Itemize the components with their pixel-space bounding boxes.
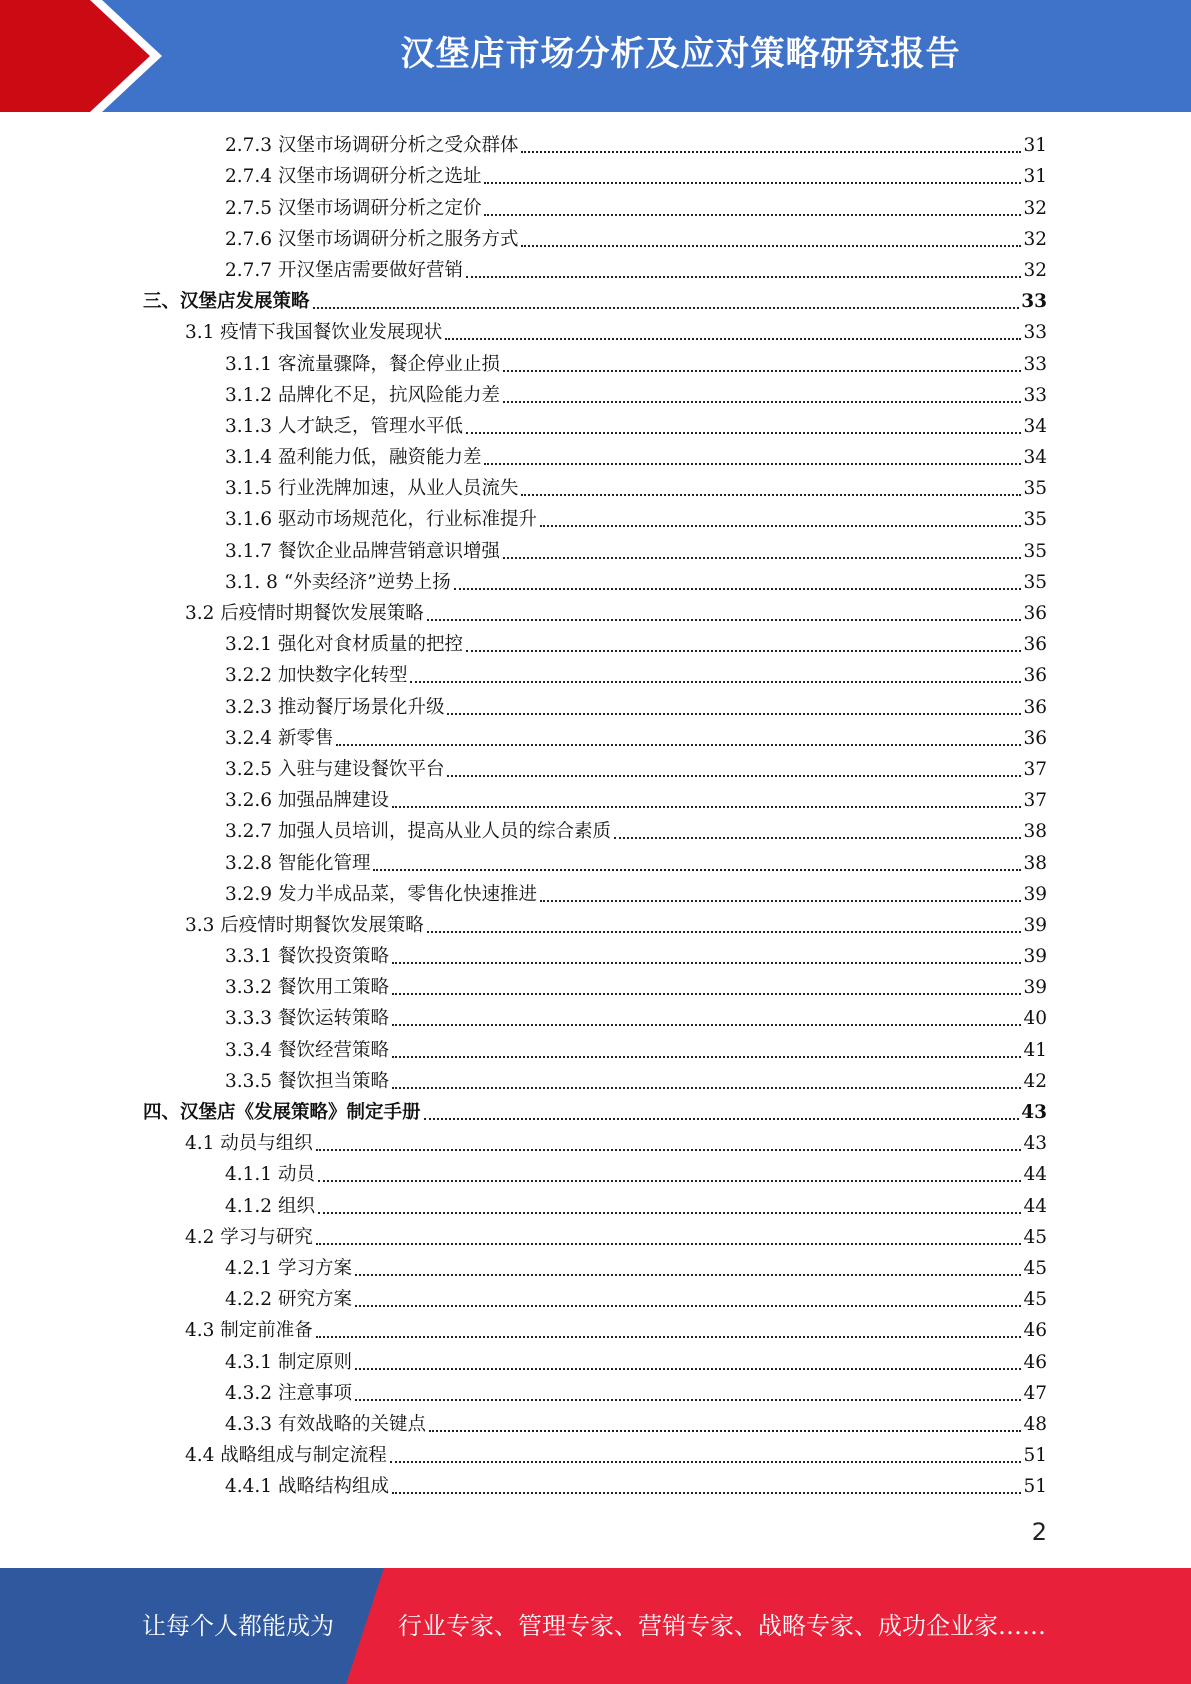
toc-entry[interactable] <box>0 439 1191 470</box>
toc-entry[interactable] <box>0 127 1191 158</box>
toc-dot-leader <box>316 1243 1022 1245</box>
toc-entry-page: 46 <box>1023 1351 1047 1373</box>
toc-entry-label: 3.1.4 盈利能力低，融资能力差 <box>225 447 482 469</box>
toc-entry-page: 34 <box>1023 447 1047 469</box>
toc-entry[interactable] <box>0 158 1191 189</box>
toc-entry-label: 3.2.9 发力半成品菜，零售化快速推进 <box>225 883 537 905</box>
toc-entry-page: 36 <box>1023 727 1047 749</box>
toc-entry-label: 3.2.6 加强品牌建设 <box>225 790 389 812</box>
toc-entry-label: 4.4 战略组成与制定流程 <box>185 1445 387 1467</box>
toc-entry[interactable] <box>0 844 1191 875</box>
toc-entry-page: 39 <box>1023 883 1047 905</box>
toc-entry[interactable] <box>0 907 1191 938</box>
toc-entry[interactable] <box>0 1000 1191 1031</box>
toc-entry[interactable] <box>0 189 1191 220</box>
toc-entry[interactable] <box>0 720 1191 751</box>
toc-entry[interactable] <box>0 1312 1191 1343</box>
toc-entry-label: 3.3.4 餐饮经营策略 <box>225 1039 389 1061</box>
toc-dot-leader <box>373 869 1021 871</box>
toc-entry-page: 33 <box>1023 353 1047 375</box>
toc-entry-page: 47 <box>1023 1382 1047 1404</box>
toc-entry-page: 32 <box>1023 197 1047 219</box>
toc-entry[interactable] <box>0 876 1191 907</box>
toc-entry-label: 3.1.2 品牌化不足，抗风险能力差 <box>225 384 500 406</box>
toc-entry[interactable] <box>0 938 1191 969</box>
toc-dot-leader <box>355 1274 1022 1276</box>
toc-entry-page: 38 <box>1023 821 1047 843</box>
toc-entry-page: 45 <box>1023 1226 1047 1248</box>
toc-dot-leader <box>521 494 1021 496</box>
toc-entry-label: 3.3.1 餐饮投资策略 <box>225 946 389 968</box>
header-red-chevron <box>0 0 150 112</box>
toc-entry-label: 4.3.2 注意事项 <box>225 1382 352 1404</box>
toc-entry[interactable] <box>0 626 1191 657</box>
toc-entry[interactable] <box>0 252 1191 283</box>
toc-entry-label: 3.2.4 新零售 <box>225 727 334 749</box>
toc-entry[interactable] <box>0 283 1191 314</box>
toc-dot-leader <box>355 1399 1022 1401</box>
toc-dot-leader <box>392 962 1021 964</box>
toc-entry[interactable] <box>0 1375 1191 1406</box>
toc-entry-page: 45 <box>1023 1289 1047 1311</box>
toc-entry-label: 4.3 制定前准备 <box>185 1320 313 1342</box>
toc-entry[interactable] <box>0 1094 1191 1125</box>
toc-dot-leader <box>427 931 1022 933</box>
toc-entry-label: 3.2 后疫情时期餐饮发展策略 <box>185 603 424 624</box>
toc-entry[interactable] <box>0 969 1191 1000</box>
toc-dot-leader <box>392 1056 1021 1058</box>
report-title: 汉堡店市场分析及应对策略研究报告 <box>400 34 961 74</box>
toc-entry-label: 3.1.3 人才缺乏，管理水平低 <box>225 415 463 437</box>
toc-dot-leader <box>392 1024 1021 1026</box>
toc-entry-page: 36 <box>1023 634 1047 656</box>
toc-entry-page: 44 <box>1023 1195 1047 1217</box>
toc-entry-label: 2.7.7 开汉堡店需要做好营销 <box>225 259 463 281</box>
toc-dot-leader <box>392 1087 1021 1089</box>
toc-entry-label: 2.7.3 汉堡市场调研分析之受众群体 <box>225 135 519 157</box>
toc-entry-page: 33 <box>1023 322 1047 344</box>
toc-dot-leader <box>429 1430 1021 1432</box>
toc-entry[interactable] <box>0 1437 1191 1468</box>
toc-entry-page: 35 <box>1023 571 1047 593</box>
toc-dot-leader <box>503 370 1021 372</box>
toc-entry[interactable] <box>0 1063 1191 1094</box>
toc-entry-label: 4.1 动员与组织 <box>185 1133 313 1155</box>
toc-dot-leader <box>503 557 1021 559</box>
toc-entry[interactable] <box>0 657 1191 688</box>
toc-entry-label: 4.3.1 制定原则 <box>225 1351 352 1373</box>
toc-entry-page: 37 <box>1023 790 1047 812</box>
toc-entry-page: 48 <box>1023 1413 1047 1435</box>
toc-entry[interactable] <box>0 501 1191 532</box>
toc-entry-label: 4.2 学习与研究 <box>185 1226 313 1248</box>
toc-entry-label: 3.2.5 入驻与建设餐饮平台 <box>225 758 445 780</box>
toc-entry[interactable] <box>0 1281 1191 1312</box>
toc-dot-leader <box>521 151 1021 153</box>
toc-entry-label: 3.1.5 行业洗牌加速，从业人员流失 <box>225 478 519 500</box>
toc-dot-leader <box>355 1368 1022 1370</box>
toc-dot-leader <box>427 619 1022 621</box>
toc-entry[interactable] <box>0 1406 1191 1437</box>
toc-entry-label: 四、汉堡店《发展策略》制定手册 <box>143 1102 421 1123</box>
toc-entry-page: 39 <box>1023 946 1047 968</box>
footer-slogan: 让每个人都能成为 <box>142 1612 334 1640</box>
toc-entry-page: 33 <box>1021 291 1047 313</box>
toc-dot-leader <box>318 1212 1022 1214</box>
toc-entry[interactable] <box>0 221 1191 252</box>
toc-entry-page: 39 <box>1023 977 1047 999</box>
footer-banner <box>0 1568 1191 1684</box>
toc-entry-page: 37 <box>1023 758 1047 780</box>
toc-dot-leader <box>392 806 1021 808</box>
toc-entry[interactable] <box>0 377 1191 408</box>
toc-entry-page: 41 <box>1023 1039 1047 1061</box>
toc-entry-label: 2.7.6 汉堡市场调研分析之服务方式 <box>225 228 519 250</box>
toc-entry[interactable] <box>0 813 1191 844</box>
toc-entry-page: 31 <box>1023 166 1047 188</box>
toc-entry-label: 2.7.4 汉堡市场调研分析之选址 <box>225 166 482 188</box>
toc-entry[interactable] <box>0 688 1191 719</box>
toc-entry-label: 4.3.3 有效战略的关键点 <box>225 1413 426 1435</box>
toc-entry-page: 44 <box>1023 1164 1047 1186</box>
toc-entry[interactable] <box>0 595 1191 626</box>
toc-entry[interactable] <box>0 470 1191 501</box>
toc-entry-page: 33 <box>1023 384 1047 406</box>
toc-entry-page: 34 <box>1023 415 1047 437</box>
toc-dot-leader <box>484 214 1021 216</box>
toc-entry-label: 3.2.8 智能化管理 <box>225 852 371 874</box>
toc-entry-page: 38 <box>1023 852 1047 874</box>
toc-dot-leader <box>392 1492 1021 1494</box>
toc-entry[interactable] <box>0 1250 1191 1281</box>
toc-dot-leader <box>614 837 1021 839</box>
toc-entry[interactable] <box>0 1468 1191 1499</box>
toc-entry[interactable] <box>0 532 1191 563</box>
toc-entry[interactable] <box>0 1219 1191 1250</box>
toc-entry-label: 3.3 后疫情时期餐饮发展策略 <box>185 914 424 936</box>
toc-entry-label: 3.2.7 加强人员培训，提高从业人员的综合素质 <box>225 821 611 843</box>
toc-entry-page: 42 <box>1023 1070 1047 1092</box>
toc-entry-page: 39 <box>1023 914 1047 936</box>
toc-entry-label: 三、汉堡店发展策略 <box>143 291 310 313</box>
toc-dot-leader <box>540 900 1021 902</box>
toc-entry-page: 32 <box>1023 228 1047 250</box>
toc-dot-leader <box>447 713 1021 715</box>
toc-entry-label: 3.1. 8 “外卖经济”逆势上扬 <box>225 571 451 593</box>
toc-dot-leader <box>466 276 1021 278</box>
toc-entry-label: 2.7.5 汉堡市场调研分析之定价 <box>225 197 482 219</box>
toc-entry-label: 3.1.7 餐饮企业品牌营销意识增强 <box>225 540 500 562</box>
toc-entry-label: 3.3.5 餐饮担当策略 <box>225 1070 389 1092</box>
toc-entry-page: 36 <box>1023 603 1047 624</box>
toc-entry-page: 40 <box>1023 1008 1047 1030</box>
footer-professions: 行业专家、管理专家、营销专家、战略专家、成功企业家…… <box>398 1612 1046 1640</box>
toc-entry[interactable] <box>0 408 1191 439</box>
toc-entry-page: 32 <box>1023 259 1047 281</box>
toc-entry-page: 35 <box>1023 540 1047 562</box>
toc-entry-label: 4.2.2 研究方案 <box>225 1289 352 1311</box>
toc-dot-leader <box>355 1305 1022 1307</box>
toc-entry[interactable] <box>0 1125 1191 1156</box>
toc-dot-leader <box>540 525 1021 527</box>
toc-entry[interactable] <box>0 1343 1191 1374</box>
toc-entry[interactable] <box>0 1187 1191 1218</box>
toc-entry[interactable] <box>0 751 1191 782</box>
toc-entry[interactable] <box>0 1156 1191 1187</box>
toc-entry-label: 3.1 疫情下我国餐饮业发展现状 <box>185 322 443 344</box>
toc-entry-page: 46 <box>1023 1320 1047 1342</box>
toc-dot-leader <box>424 1118 1020 1120</box>
toc-dot-leader <box>466 432 1021 434</box>
header-banner <box>0 0 1191 112</box>
toc-entry[interactable] <box>0 782 1191 813</box>
toc-entry[interactable] <box>0 314 1191 345</box>
toc-entry-label: 3.1.1 客流量骤降，餐企停业止损 <box>225 353 500 375</box>
toc-entry-page: 36 <box>1023 665 1047 687</box>
toc-dot-leader <box>466 650 1021 652</box>
toc-dot-leader <box>484 463 1021 465</box>
toc-entry-page: 36 <box>1023 696 1047 718</box>
toc-entry-page: 35 <box>1023 509 1047 531</box>
toc-entry[interactable] <box>0 564 1191 595</box>
toc-entry-label: 3.3.2 餐饮用工策略 <box>225 977 389 999</box>
toc-dot-leader <box>316 1336 1022 1338</box>
toc-dot-leader <box>336 744 1021 746</box>
toc-entry-label: 4.4.1 战略结构组成 <box>225 1476 389 1498</box>
toc-dot-leader <box>392 993 1021 995</box>
toc-entry-label: 3.2.2 加快数字化转型 <box>225 665 408 687</box>
toc-entry-page: 43 <box>1021 1102 1047 1123</box>
toc-entry-label: 3.1.6 驱动市场规范化，行业标准提升 <box>225 509 537 531</box>
toc-dot-leader <box>313 307 1020 309</box>
page-number: 2 <box>1031 1518 1047 1546</box>
toc-dot-leader <box>484 182 1021 184</box>
toc-dot-leader <box>318 1180 1022 1182</box>
toc-entry-label: 3.2.1 强化对食材质量的把控 <box>225 634 463 656</box>
toc-entry-page: 35 <box>1023 478 1047 500</box>
toc-entry-label: 3.3.3 餐饮运转策略 <box>225 1008 389 1030</box>
toc-dot-leader <box>454 588 1022 590</box>
toc-dot-leader <box>503 401 1021 403</box>
toc-dot-leader <box>410 681 1021 683</box>
toc-entry-label: 3.2.3 推动餐厅场景化升级 <box>225 696 445 718</box>
toc-entry-page: 51 <box>1023 1476 1047 1498</box>
toc-entry-page: 51 <box>1023 1445 1047 1467</box>
toc-dot-leader <box>445 338 1021 340</box>
toc-dot-leader <box>447 775 1021 777</box>
toc-entry-page: 43 <box>1023 1133 1047 1155</box>
toc-dot-leader <box>521 245 1021 247</box>
toc-entry[interactable] <box>0 1031 1191 1062</box>
toc-dot-leader <box>390 1461 1022 1463</box>
toc-entry[interactable] <box>0 345 1191 376</box>
toc-entry-page: 45 <box>1023 1257 1047 1279</box>
toc-dot-leader <box>316 1149 1022 1151</box>
table-of-contents <box>0 127 1191 1499</box>
toc-entry-label: 4.2.1 学习方案 <box>225 1257 352 1279</box>
toc-entry-label: 4.1.1 动员 <box>225 1164 315 1186</box>
toc-entry-label: 4.1.2 组织 <box>225 1195 315 1217</box>
toc-entry-page: 31 <box>1023 135 1047 157</box>
